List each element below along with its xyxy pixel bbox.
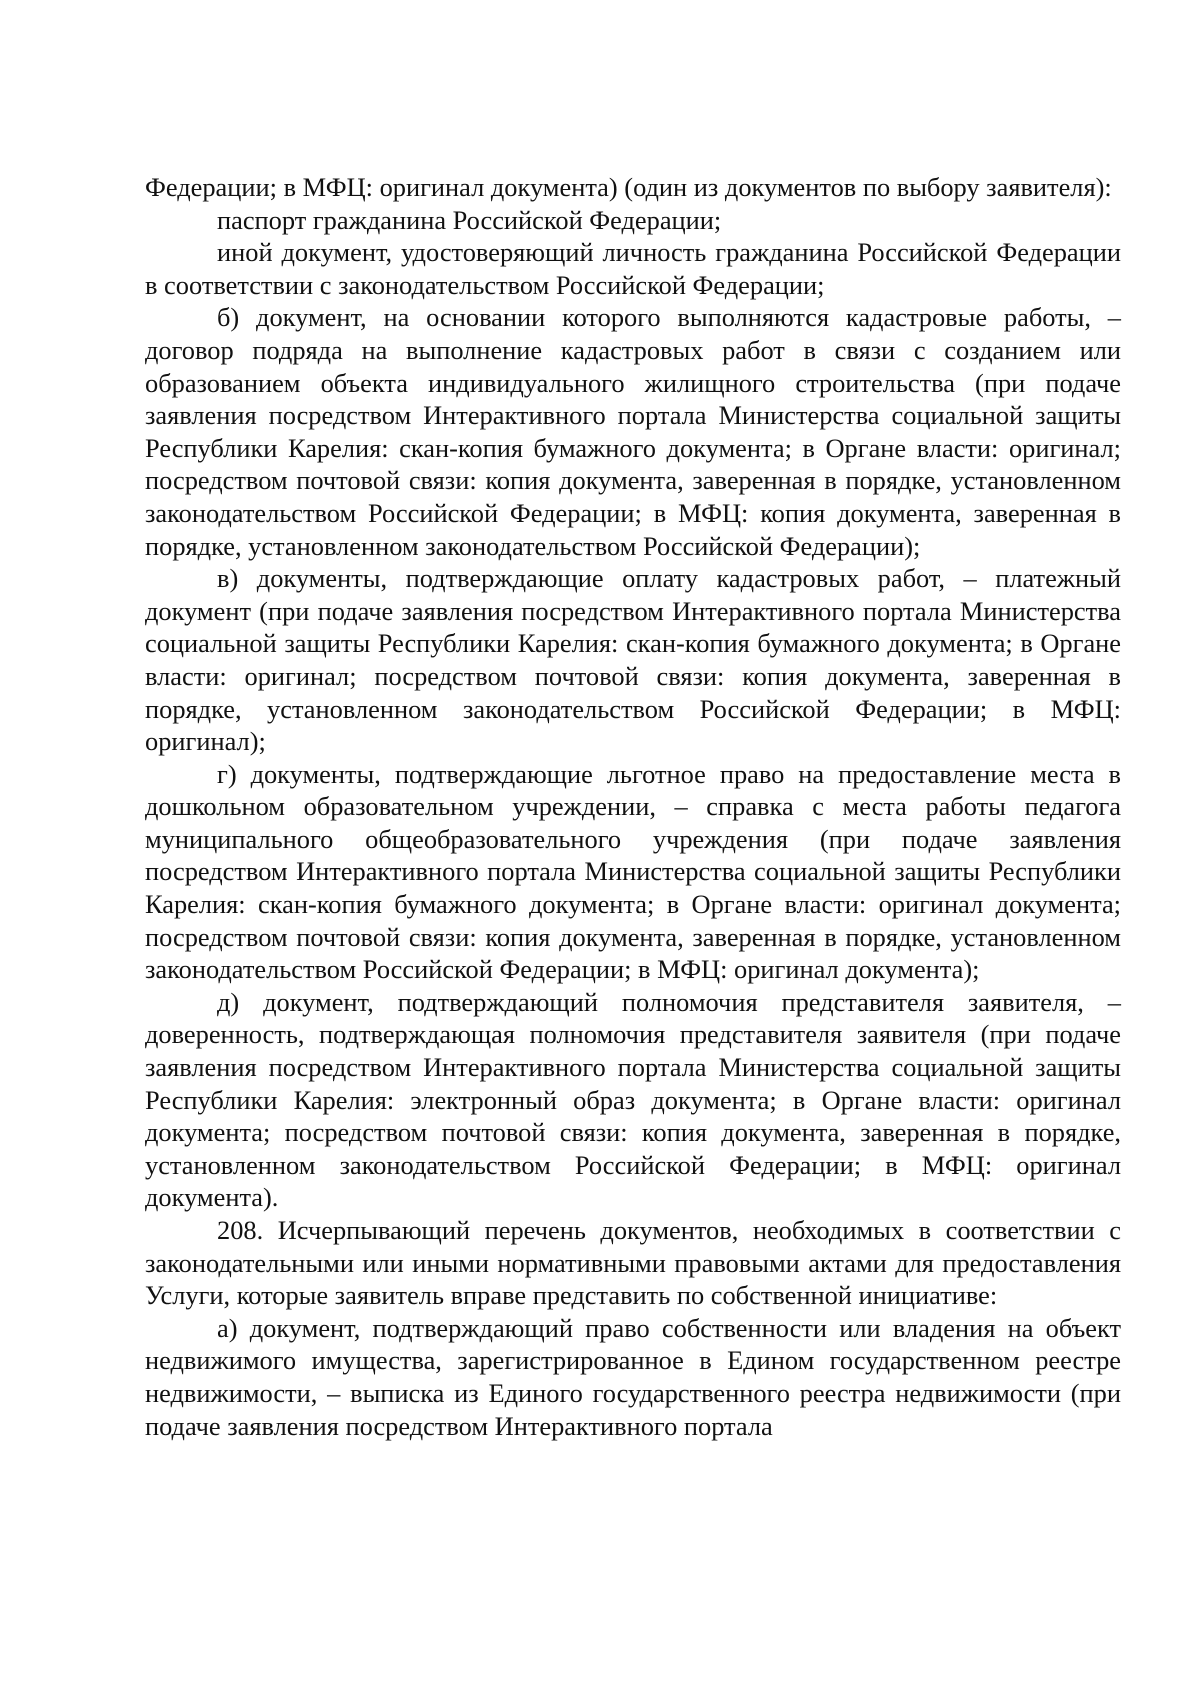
paragraph-section-208: 208. Исчерпывающий перечень документов, необходимых в соответствии с законодательными или иными нормативными правовыми актами для предоставления Услуги, которые заявитель вправе представить по собственной инициативе:	[145, 1215, 1121, 1311]
paragraph-item-d: д) документ, подтверждающий полномочия представителя заявителя, – доверенность, подтверждающая полномочия представителя заявителя (при подаче заявления посредством Интерактивного портала Министерства социальной защиты Республики Карелия: электронный образ документа; в Органе власти: оригинал документа; посредством почтовой связи: копия документа, заверенная в порядке, установленном законодательством Российской Федерации; в МФЦ: оригинал документа).	[145, 986, 1121, 1213]
paragraph-continuation: Федерации; в МФЦ: оригинал документа) (один из документов по выбору заявителя):	[145, 172, 1112, 202]
paragraph-item-v: в) документы, подтверждающие оплату кадастровых работ, – платежный документ (при подаче заявления посредством Интерактивного портала Министерства социальной защиты Республики Карелия: скан-копия бумажного документа; в Органе власти: оригинал; посредством почтовой связи: копия документа, заверенная в порядке, установленном законодательством Российской Федерации; в МФЦ: оригинал);	[145, 563, 1121, 757]
paragraph-passport: паспорт гражданина Российской Федерации;	[217, 204, 722, 235]
paragraph-other-id-document: иной документ, удостоверяющий личность гражданина Российской Федерации в соответствии с законодательством Российской Федерации;	[145, 237, 1121, 300]
paragraph-item-b: б) документ, на основании которого выполняются кадастровые работы, – договор подряда на выполнение кадастровых работ в связи с созданием или образованием объекта индивидуального жилищного строительства (при подаче заявления посредством Интерактивного портала Министерства социальной защиты Республики Карелия: скан-копия бумажного документа; в Органе власти: оригинал; посредством почтовой связи: копия документа, заверенная в порядке, установленном законодательством Российской Федерации; в МФЦ: копия документа, заверенная в порядке, установленном законодательством Российской Федерации);	[145, 302, 1121, 561]
document-text-body	[145, 171, 1121, 1442]
paragraph-item-a: а) документ, подтверждающий право собственности или владения на объект недвижимого имущества, зарегистрированное в Едином государственном реестре недвижимости, – выписка из Единого государственного реестра недвижимости (при подаче заявления посредством Интерактивного портала	[145, 1312, 1121, 1441]
paragraph-item-g: г) документы, подтверждающие льготное право на предоставление места в дошкольном образовательном учреждении, – справка с места работы педагога муниципального общеобразовательного учреждения (при подаче заявления посредством Интерактивного портала Министерства социальной защиты Республики Карелия: скан-копия бумажного документа; в Органе власти: оригинал документа; посредством почтовой связи: копия документа, заверенная в порядке, установленном законодательством Российской Федерации; в МФЦ: оригинал документа);	[145, 758, 1121, 985]
